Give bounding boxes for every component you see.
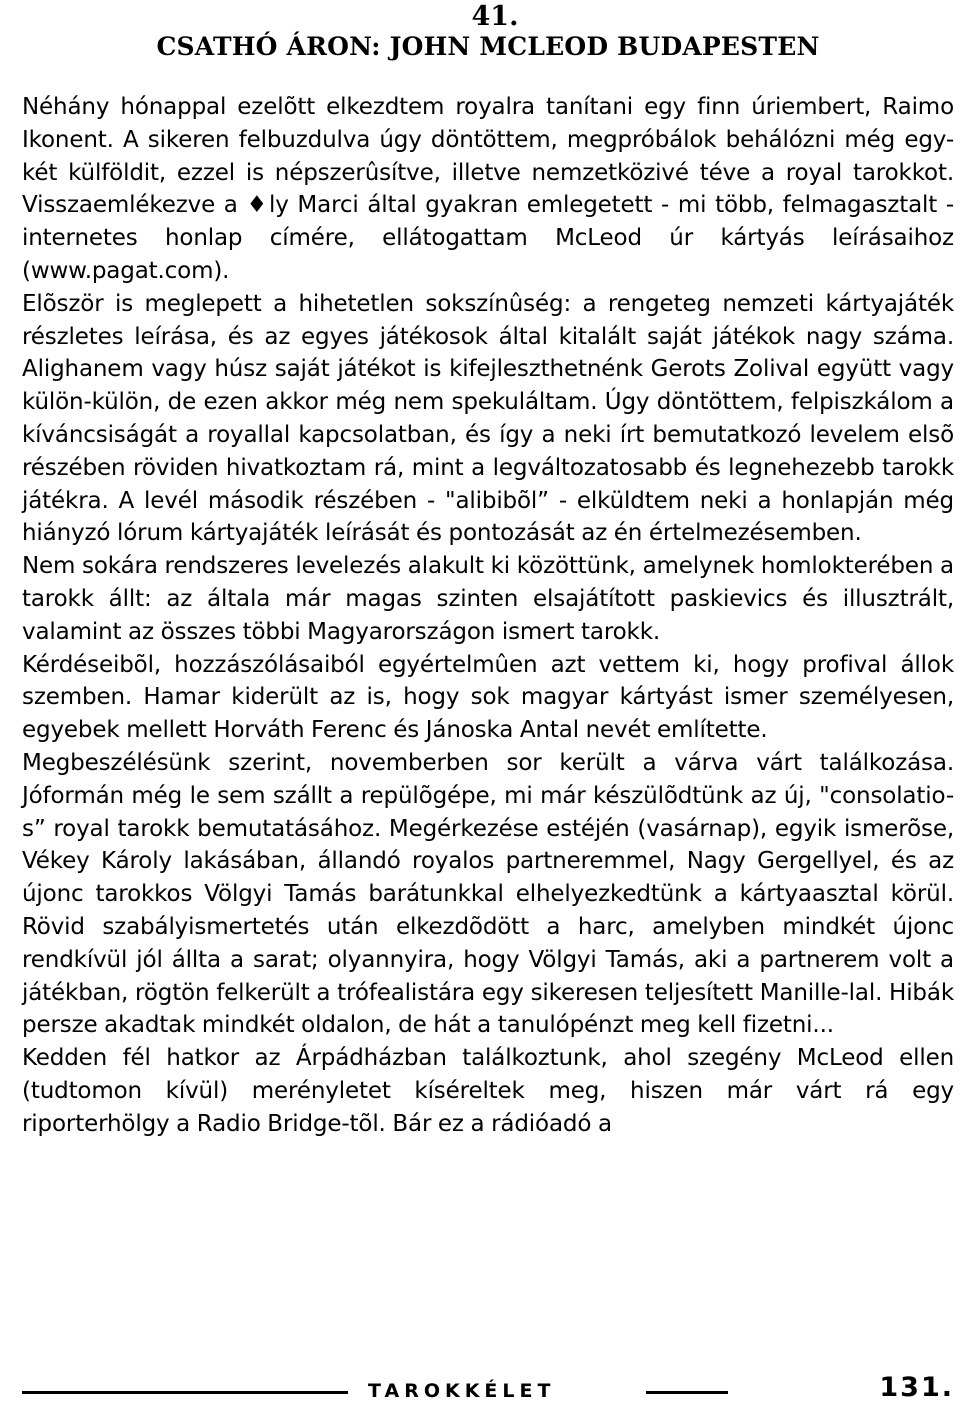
paragraph: Néhány hónappal ezelõtt elkezdtem royalra tanítani egy finn úriembert, Raimo Ikonent. A sikeren felbuzdulva úgy döntöttem, megpróbálok behálózni még egy-két külföldit, ezzel is népszerûsítve, illetve nemzetközivé téve a royal tarokkot. Visszaemlékezve a ♦ly Marci által gyakran emlegetett - mi több, felmagasztalt - internetes honlap címére, ellátogattam McLeod úr kártyás leírásaihoz (www.pagat.com). (22, 94, 954, 284)
paragraph: Nem sokára rendszeres levelezés alakult ki közöttünk, amelynek homlokterében a tarokk állt: az általa már magas szinten elsajátított paskievics és illusztrált, valamint az összes többi Magyarországon ismert tarokk. (22, 553, 954, 645)
page-number: 131. (879, 1372, 954, 1403)
footer-rule (646, 1391, 728, 1394)
document-page (22, 0, 954, 1407)
paragraph: Kérdéseibõl, hozzászólásaiból egyértelmûen azt vettem ki, hogy profival állok szemben. Hamar kiderült az is, hogy sok magyar kártyást ismer személyesen, egyebek mellett Horváth Ferenc és Jánoska Antal nevét említette. (22, 651, 954, 744)
paragraph: Elõször is meglepett a hihetetlen sokszínûség: a rengeteg nemzeti kártyajáték részletes leírása, és az egyes játékosok által kitalált saját játékok nagy száma. Alighanem vagy húsz saját játékot is kifejleszthetnénk Gerots Zolival együtt vagy külön-külön, de ezen akkor még nem spekuláltam. Úgy döntöttem, felpiszkálom a kíváncsiságát a royallal kapcsolatban, és így a neki írt bemutatkozó levelem elsõ részében röviden hivatkoztam rá, mint a legváltozatosabb és legnehezebb tarokk játékra. A levél második részében - "alibibõl” - elküldtem neki a honlapján még hiányzó lórum kártyajáték leírását és pontozását az én értelmezésemben. (22, 290, 954, 547)
paragraph: Megbeszélésünk szerint, novemberben sor került a várva várt találkozása. Jóformán még le sem szállt a repülõgépe, mi már készülõdtünk az új, "consolatio-s” royal tarokk bemutatásához. Megérkezése estéjén (vasárnap), egyik ismerõse, Vékey Károly lakásában, állandó royalos partneremmel, Nagy Gergellyel, és az újonc tarokkos Völgyi Tamás barátunkkal elhelyezkedtünk a kártyaasztal körül. Rövid szabályismertetés után elkezdõdött a harc, amelyben mindkét újonc rendkívül jól állta a sarat; olyannyira, hogy Völgyi Tamás, aki a partnerem volt a játékban, rögtön felkerült a trófealistára egy sikeresen teljesített Manille-lal. Hibák persze akadtak mindkét oldalon, de hát a tanulópénzt meg kell fizetni... (22, 749, 954, 1039)
footer-rule (22, 1391, 348, 1394)
article-body (22, 91, 954, 1141)
chapter-title: CSATHÓ ÁRON: JOHN MCLEOD BUDAPESTEN (156, 32, 820, 61)
chapter-number: 41. (471, 1, 519, 32)
paragraph: Kedden fél hatkor az Árpádházban találkoztunk, ahol szegény McLeod ellen (tudtomon kívül) merényletet kíséreltek meg, hiszen már várt rá egy riporterhölgy a Radio Bridge-tõl. Bár ez a rádióadó a (22, 1045, 954, 1137)
footer-publication-name: TAROKKÉLET (368, 1380, 556, 1402)
